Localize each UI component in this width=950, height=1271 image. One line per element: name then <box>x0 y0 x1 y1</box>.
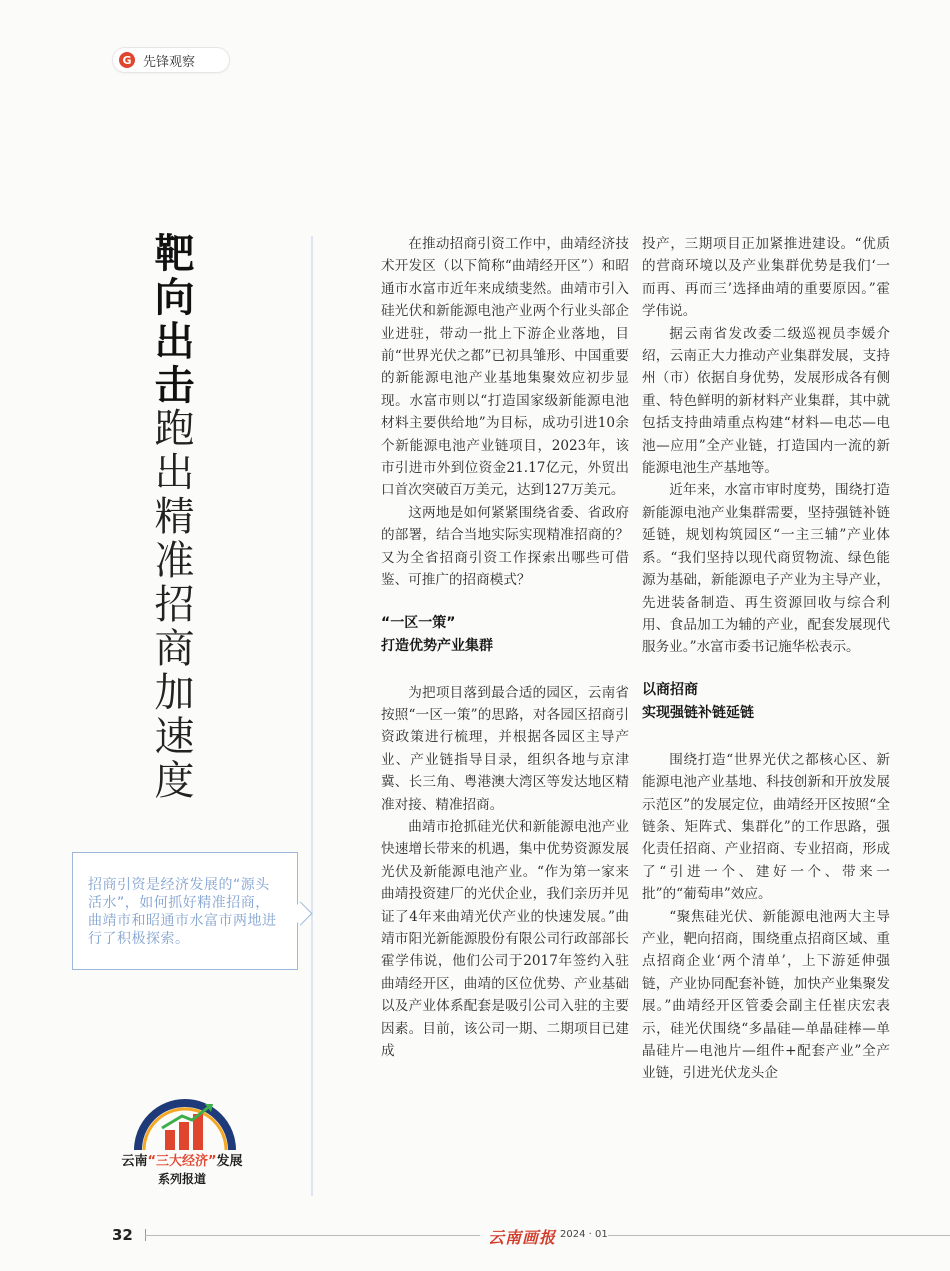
subheading-1-line2: 打造优势产业集群 <box>381 637 493 654</box>
subheading-2-line1: 以商招商 <box>642 681 698 698</box>
series-title-highlight: “三大经济” <box>147 1154 217 1169</box>
paragraph: 围绕打造“世界光伏之都核心区、新能源电池产业基地、科技创新和开放发展示范区”的发展定位，曲靖经开区按照“全链条、矩阵式、集群化”的工作思路，强化责任招商、产业招商、专业招商，形成了“引进一个、建好一个、带来一批”的“葡萄串”效应。 <box>642 751 890 903</box>
series-title <box>92 1150 272 1169</box>
article-column-1 <box>381 233 629 1062</box>
paragraph: 据云南省发改委二级巡视员李媛介绍，云南正大力推动产业集群发展，支持州（市）依据自身优势，发展形成各有侧重、特色鲜明的新材料产业集群，其中就包括支持曲靖重点构建“材料—电芯—电池—应用”全产业链，打造国内一流的新能源电池生产基地等。 <box>642 325 890 477</box>
paragraph: 在推动招商引资工作中，曲靖经济技术开发区（以下简称“曲靖经开区”）和昭通市水富市近年来成绩斐然。曲靖市引入硅光伏和新能源电池产业两个行业头部企业进驻，带动一批上下游企业落地，目前“世界光伏之都”已初具雏形、中国重要的新能源电池产业基地集聚效应初步显现。水富市则以“打造国家级新能源电池材料主要供给地”为目标，成功引进10余个新能源电池产业链项目，2023年，该市引进市外到位资金21.17亿元，外贸出口首次突破百万美元，达到127万美元。 <box>381 236 629 499</box>
subheading-1-line1: “一区一策” <box>381 614 456 631</box>
page-number: 32 <box>112 1226 133 1244</box>
title-divider <box>311 236 313 1196</box>
paragraph: 投产，三期项目正加紧推进建设。“优质的营商环境以及产业集群优势是我们‘一而再、再而三’选择曲靖的重要原因。”霍学伟说。 <box>642 236 890 320</box>
series-title-prefix: 云南 <box>121 1154 148 1169</box>
footer-rule-right <box>608 1235 950 1236</box>
magazine-name-logo: 云南画报 <box>488 1228 557 1247</box>
subheading-2-line2: 实现强链补链延链 <box>642 704 754 721</box>
series-subtitle: 系列报道 <box>157 1172 206 1186</box>
title-light: 跑出精准招商加速度 <box>148 407 194 803</box>
paragraph: 近年来，水富市审时度势，围绕打造新能源电池产业集群需要，坚持强链补链延链，规划构筑园区“一主三辅”产业体系。“我们坚持以现代商贸物流、绿色能源为基础，新能源电子产业为主导产业，先进装备制造、再生资源回收与综合利用、食品加工为辅的产业，配套发展现代服务业。”水富市委书记施华松表示。 <box>642 482 890 656</box>
magazine-logo-icon: G <box>119 52 135 68</box>
footer-rule-left <box>145 1235 480 1236</box>
issue-number: 2024 · 01 <box>560 1229 608 1240</box>
paragraph: 为把项目落到最合适的园区，云南省按照“一区一策”的思路，对各园区招商引资政策进行梳理，并根据各园区主导产业、产业链指导目录，组织各地与京津冀、长三角、粤港澳大湾区等发达地区精准对接、精准招商。 <box>381 684 629 813</box>
series-title-suffix: 发展 <box>216 1154 243 1169</box>
article-column-2 <box>642 233 890 1085</box>
paragraph: “聚焦硅光伏、新能源电池两大主导产业，靶向招商，围绕重点招商区域、重点招商企业‘两个清单’，上下游延伸强链，产业协同配套补链，加快产业集聚发展。”曲靖经开区管委会副主任崔庆宏表示，硅光伏围绕“多晶硅—单晶硅棒—单晶硅片—电池片—组件+配套产业”全产业链，引进光伏龙头企 <box>642 908 890 1082</box>
paragraph: 曲靖市抢抓硅光伏和新能源电池产业快速增长带来的机遇，集中优势资源发展光伏及新能源电池产业。“作为第一家来曲靖投资建厂的光伏企业，我们亲历并见证了4年来曲靖光伏产业的快速发展。”曲靖市阳光新能源股份有限公司行政部部长霍学伟说，他们公司于2017年签约入驻曲靖经开区，曲靖的区位优势、产业基础以及产业体系配套是吸引公司入驻的主要因素。目前，该公司一期、二期项目已建成 <box>381 818 629 1059</box>
section-label: 先锋观察 <box>143 54 196 70</box>
callout-text: 招商引资是经济发展的“源头活水”，如何抓好精准招商，曲靖市和昭通市水富市两地进行了积极探索。 <box>88 877 277 947</box>
subheading-1 <box>381 612 629 658</box>
title-bold: 靶向出击 <box>148 232 194 408</box>
paragraph: 这两地是如何紧紧围绕省委、省政府的部署，结合当地实际实现精准招商的？又为全省招商引资工作探索出哪些可借鉴、可推广的招商模式？ <box>381 504 629 589</box>
section-tag <box>112 47 230 73</box>
subheading-2 <box>642 679 890 725</box>
